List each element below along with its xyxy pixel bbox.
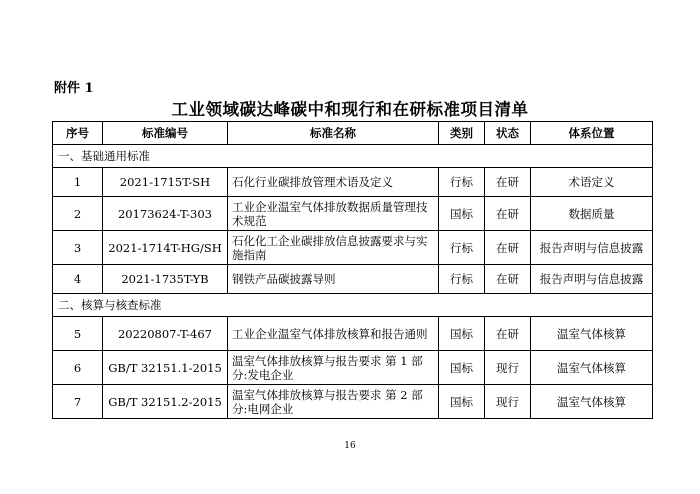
cell-category: 行标 [439,168,485,197]
cell-name: 温室气体排放核算与报告要求 第 2 部分:电网企业 [228,385,439,419]
section-row [53,294,653,317]
cell-code: 2021-1735T-YB [103,265,228,294]
cell-position: 温室气体核算 [531,351,653,385]
cell-category: 国标 [439,351,485,385]
cell-index: 5 [53,317,103,351]
cell-code: 2021-1714T-HG/SH [103,231,228,265]
cell-position: 数据质量 [531,197,653,231]
cell-index: 1 [53,168,103,197]
cell-name: 工业企业温室气体排放核算和报告通则 [228,317,439,351]
table-row [53,317,653,351]
cell-position: 温室气体核算 [531,385,653,419]
cell-status: 在研 [485,265,531,294]
cell-position: 术语定义 [531,168,653,197]
cell-status: 在研 [485,231,531,265]
header-system-position: 体系位置 [531,122,653,145]
cell-position: 温室气体核算 [531,317,653,351]
cell-code: GB/T 32151.2-2015 [103,385,228,419]
cell-code: 2021-1715T-SH [103,168,228,197]
standards-table [52,121,653,419]
cell-code: GB/T 32151.1-2015 [103,351,228,385]
cell-category: 国标 [439,385,485,419]
section-row [53,145,653,168]
cell-status: 在研 [485,197,531,231]
cell-index: 7 [53,385,103,419]
table-row [53,168,653,197]
table-header-row [53,122,653,145]
document-title: 工业领域碳达峰碳中和现行和在研标准项目清单 [171,100,529,119]
cell-index: 3 [53,231,103,265]
cell-name: 温室气体排放核算与报告要求 第 1 部分:发电企业 [228,351,439,385]
section-label: 二、核算与核查标准 [53,294,653,317]
cell-index: 4 [53,265,103,294]
cell-index: 6 [53,351,103,385]
cell-position: 报告声明与信息披露 [531,231,653,265]
attachment-label: 附件 1 [54,81,94,96]
cell-position: 报告声明与信息披露 [531,265,653,294]
cell-status: 现行 [485,385,531,419]
header-status: 状态 [485,122,531,145]
table-row [53,197,653,231]
page-number: 16 [344,441,356,451]
cell-index: 2 [53,197,103,231]
header-standard-code: 标准编号 [103,122,228,145]
cell-name: 石化化工企业碳排放信息披露要求与实施指南 [228,231,439,265]
cell-code: 20173624-T-303 [103,197,228,231]
cell-name: 石化行业碳排放管理术语及定义 [228,168,439,197]
table-row [53,265,653,294]
header-index: 序号 [53,122,103,145]
cell-category: 国标 [439,317,485,351]
table-row [53,231,653,265]
cell-status: 在研 [485,317,531,351]
section-label: 一、基础通用标准 [53,145,653,168]
header-category: 类别 [439,122,485,145]
table-row [53,351,653,385]
cell-category: 国标 [439,197,485,231]
table-row [53,385,653,419]
cell-category: 行标 [439,265,485,294]
cell-status: 现行 [485,351,531,385]
cell-category: 行标 [439,231,485,265]
cell-name: 工业企业温室气体排放数据质量管理技术规范 [228,197,439,231]
cell-name: 钢铁产品碳披露导则 [228,265,439,294]
cell-status: 在研 [485,168,531,197]
header-standard-name: 标准名称 [228,122,439,145]
cell-code: 20220807-T-467 [103,317,228,351]
